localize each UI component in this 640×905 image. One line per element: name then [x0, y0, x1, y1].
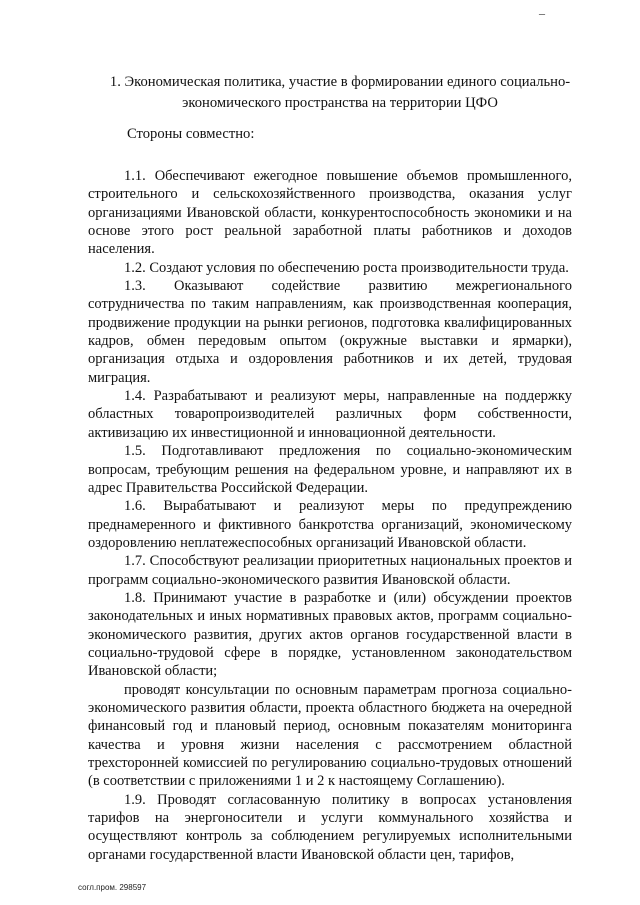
paragraph-1-8-consultations: проводят консультации по основным параметрам прогноза социально-экономического развития области, проекта областного бюджета на очередной финансовый год и плановый период, основным показателям мониторинга качества и уровня жизни населения с рассмотрением областной трехсторонней комиссией по регулированию социально-трудовых отношений (в соответствии с приложениями 1 и 2 к настоящему Соглашению).: [88, 681, 572, 790]
intro-text: Стороны совместно:: [127, 126, 255, 142]
corner-mark: _: [539, 2, 545, 16]
paragraph-1-9: 1.9. Проводят согласованную политику в вопросах установления тарифов на энергоносители и услуги коммунального хозяйства и осуществляют контроль за соблюдением регулируемых исполнительными органами государственной власти Ивановской области цен, тарифов,: [88, 791, 572, 863]
paragraph-1-2: 1.2. Создают условия по обеспечению роста производительности труда.: [124, 259, 569, 276]
paragraph-1-7: 1.7. Способствуют реализации приоритетных национальных проектов и программ социально-экономического развития Ивановской области.: [88, 553, 572, 588]
section-heading: 1. Экономическая политика, участие в формировании единого социально-экономического пространства на территории ЦФО: [109, 74, 571, 111]
paragraph-1-3: 1.3. Оказывают содействие развитию межрегионального сотрудничества по таким направлениям, как производственная кооперация, продвижение продукции на рынки регионов, подготовка квалифицированных кадров, обмен передовым опытом (окружные выставки и ярмарки), организация отдыха и оздоровления работников и их детей, трудовая миграция.: [88, 278, 572, 386]
footer-code: согл.пром. 298597: [78, 883, 147, 892]
paragraph-1-4: 1.4. Разрабатывают и реализуют меры, направленные на поддержку областных товаропроизводителей различных форм собственности, активизацию их инвестиционной и инновационной деятельности.: [88, 388, 572, 441]
paragraph-1-1: 1.1. Обеспечивают ежегодное повышение объемов промышленного, строительного и сельскохозяйственного производства, оказания услуг организациями Ивановской области, конкурентоспособность экономики и на основе этого рост реальной заработной платы работников и доходов населения.: [88, 168, 572, 258]
paragraph-1-6: 1.6. Вырабатывают и реализуют меры по предупреждению преднамеренного и фиктивного банкротства организаций, экономическому оздоровлению неплатежеспособных организаций Ивановской области.: [88, 498, 572, 551]
paragraph-1-5: 1.5. Подготавливают предложения по социально-экономическим вопросам, требующим решения на федеральном уровне, и направляют их в адрес Правительства Российской Федерации.: [88, 443, 572, 496]
document-body: [88, 156, 572, 864]
paragraph-1-8: 1.8. Принимают участие в разработке и (или) обсуждении проектов законодательных и иных нормативных правовых актов, программ социально-экономического развития, других актов органов государственной власти в социально-трудовой сфере в порядке, установленном законодательством Ивановской области;: [88, 589, 572, 680]
